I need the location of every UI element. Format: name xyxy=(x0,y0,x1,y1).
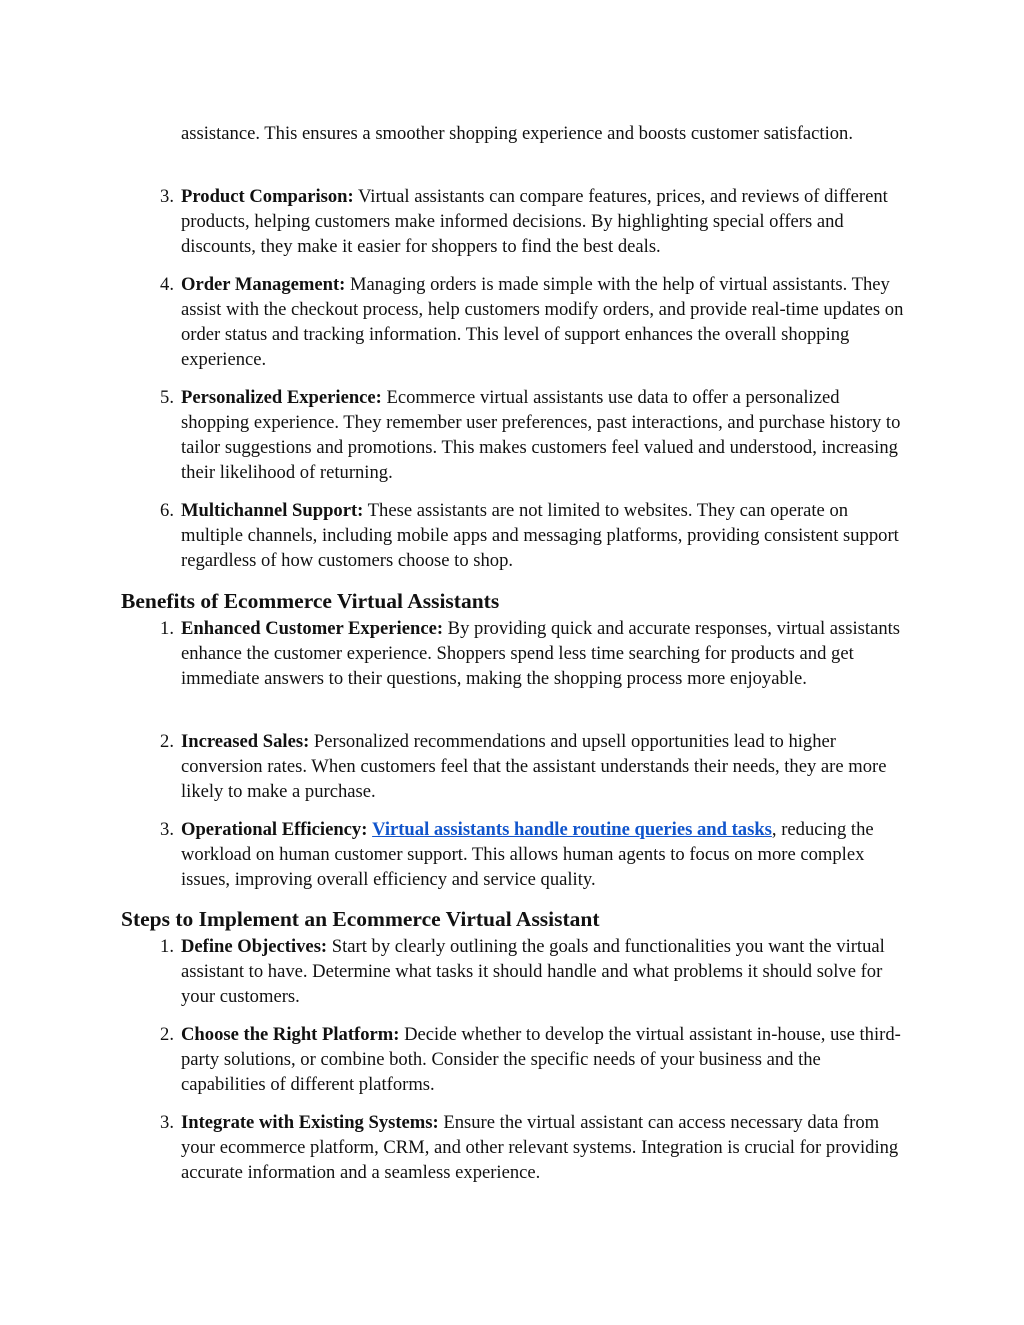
item-label: Define Objectives: xyxy=(181,936,328,957)
item-text: Managing orders is made simple with the help of virtual assistants. They assist with the checkout process, help customers modify orders, and provide real-time updates on order status and tracking information. This level of support enhances the overall shopping experience. xyxy=(181,274,904,370)
list-number: 1. xyxy=(160,618,174,639)
list-item-continuation xyxy=(181,121,905,146)
item-text: Ensure the virtual assistant can access necessary data from your ecommerce platform, CRM, and other relevant systems. Integration is crucial for providing accurate information and a seamless experience. xyxy=(181,1112,899,1183)
item-label: Order Management: xyxy=(181,274,346,295)
list-number: 5. xyxy=(160,387,174,408)
item-text: By providing quick and accurate responses, virtual assistants enhance the customer experience. Shoppers spend less time searching for products and get immediate answers to their questions, making the shopping process more enjoyable. xyxy=(181,618,901,689)
item-label: Enhanced Customer Experience: xyxy=(181,618,444,639)
item-label: Operational Efficiency: xyxy=(181,819,368,840)
item-label: Product Comparison: xyxy=(181,186,354,207)
list-item-enhanced-customer-experience xyxy=(160,616,905,691)
item-text: , reducing the workload on human customer support. This allows human agents to focus on more complex issues, improving overall efficiency and service quality. xyxy=(181,819,874,890)
section-heading-steps: Steps to Implement an Ecommerce Virtual Assistant xyxy=(121,907,600,931)
list-number: 6. xyxy=(160,500,174,521)
list-number: 4. xyxy=(160,274,174,295)
list-item-operational-efficiency xyxy=(160,817,905,892)
list-number: 3. xyxy=(160,186,174,207)
item-label: Multichannel Support: xyxy=(181,500,364,521)
list-number: 3. xyxy=(160,819,174,840)
item-text: Ecommerce virtual assistants use data to offer a personalized shopping experience. They remember user preferences, past interactions, and purchase history to tailor suggestions and promotions. This makes customers feel valued and understood, increasing their likelihood of returning. xyxy=(181,387,901,483)
item-text: These assistants are not limited to websites. They can operate on multiple channels, including mobile apps and messaging platforms, providing consistent support regardless of how customers choose to shop. xyxy=(181,500,899,571)
item-text: Start by clearly outlining the goals and functionalities you want the virtual assistant to have. Determine what tasks it should handle and what problems it should solve for your customers. xyxy=(181,936,885,1007)
routine-queries-link[interactable]: Virtual assistants handle routine queries and tasks xyxy=(372,819,772,840)
item-label: Increased Sales: xyxy=(181,731,310,752)
item-label: Personalized Experience: xyxy=(181,387,382,408)
item-text: Virtual assistants can compare features, prices, and reviews of different products, helping customers make informed decisions. By highlighting special offers and discounts, they make it easier for shoppers to find the best deals. xyxy=(181,186,888,257)
list-number: 1. xyxy=(160,936,174,957)
item-label: Choose the Right Platform: xyxy=(181,1024,400,1045)
list-item-product-comparison xyxy=(160,184,905,259)
list-number: 3. xyxy=(160,1112,174,1133)
list-item-choose-platform xyxy=(160,1022,905,1097)
item-text: Personalized recommendations and upsell opportunities lead to higher conversion rates. When customers feel that the assistant understands their needs, they are more likely to make a purchase. xyxy=(181,731,887,802)
item-text: Decide whether to develop the virtual assistant in-house, use third-party solutions, or combine both. Consider the specific needs of your business and the capabilities of different platforms. xyxy=(181,1024,901,1095)
list-item-increased-sales xyxy=(160,729,905,804)
list-item-define-objectives xyxy=(160,934,905,1009)
list-item-integrate-systems xyxy=(160,1110,905,1185)
list-item-order-management xyxy=(160,272,905,372)
section-heading-benefits: Benefits of Ecommerce Virtual Assistants xyxy=(121,589,500,613)
paragraph-text: assistance. This ensures a smoother shopping experience and boosts customer satisfaction. xyxy=(181,123,853,144)
list-item-personalized-experience xyxy=(160,385,905,485)
list-item-multichannel-support xyxy=(160,498,905,573)
list-number: 2. xyxy=(160,731,174,752)
item-label: Integrate with Existing Systems: xyxy=(181,1112,439,1133)
list-number: 2. xyxy=(160,1024,174,1045)
